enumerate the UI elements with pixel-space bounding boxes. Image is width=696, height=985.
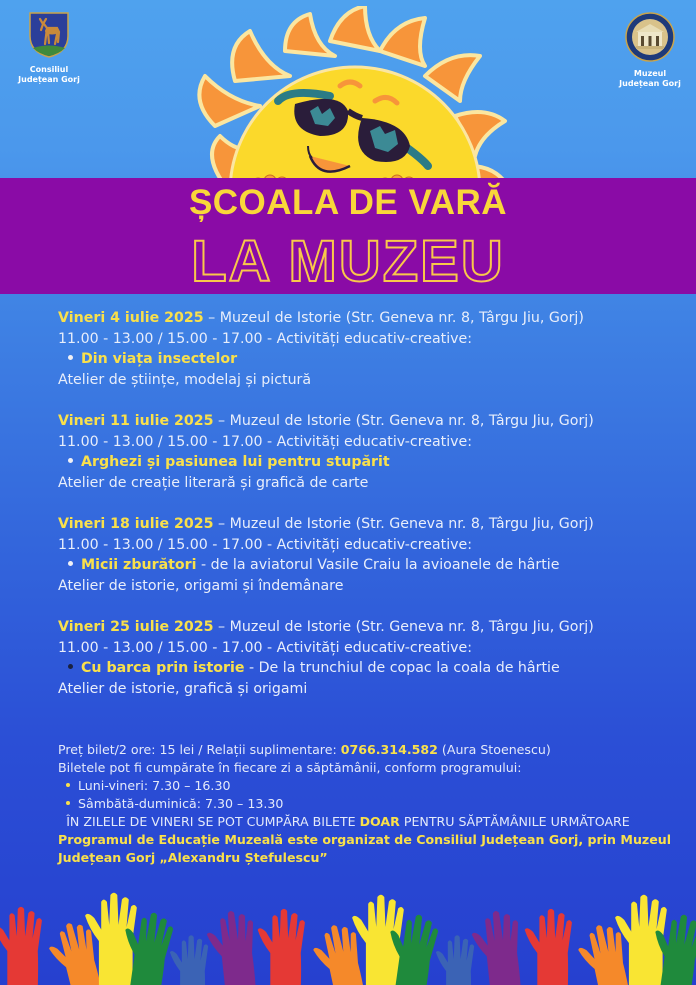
event-date: Vineri 4 iulie 2025 xyxy=(58,310,204,326)
event-date: Vineri 18 iulie 2025 xyxy=(58,516,214,532)
notice-prefix: ÎN ZILELE DE VINERI SE POT CUMPĂRA BILETE xyxy=(66,814,360,829)
event-location: – Muzeul de Istorie (Str. Geneva nr. 8, Târgu Jiu, Gorj) xyxy=(213,516,594,532)
contact-phone: 0766.314.582 xyxy=(340,742,438,757)
event-location: – Muzeul de Istorie (Str. Geneva nr. 8, Târgu Jiu, Gorj) xyxy=(213,413,594,429)
bullet-icon xyxy=(68,561,73,566)
deer-coat-of-arms-icon xyxy=(27,10,71,58)
sun-with-sunglasses-illustration xyxy=(190,6,510,192)
event-activity-detail: - de la aviatorul Vasile Craiu la avioanele de hârtie xyxy=(196,557,560,573)
bullet-icon xyxy=(66,801,70,805)
friday-notice xyxy=(58,813,638,831)
event-date: Vineri 11 iulie 2025 xyxy=(58,413,214,429)
event-schedule: 11.00 - 13.00 / 15.00 - 17.00 - Activități educativ-creative: xyxy=(58,433,473,450)
event-activity: Arghezi și pasiunea lui pentru stupărit xyxy=(81,454,390,470)
county-council-logo xyxy=(18,10,80,85)
bullet-icon xyxy=(68,458,73,463)
event-activity: Micii zburători xyxy=(81,557,197,573)
price-text: Preț bilet/2 ore: 15 lei / Relații suplimentare: xyxy=(58,742,341,757)
event-schedule: 11.00 - 13.00 / 15.00 - 17.00 - Activități educativ-creative: xyxy=(58,536,473,553)
tickets-availability: Biletele pot fi cumpărate în fiecare zi a săptămânii, conform programului: xyxy=(58,760,522,775)
event-workshop: Atelier de istorie, origami și îndemânare xyxy=(58,577,344,594)
notice-suffix: PENTRU SĂPTĂMÂNILE URMĂTOARE xyxy=(399,814,630,829)
hours-weekdays: Luni-vineri: 7.30 – 16.30 xyxy=(78,778,231,793)
organizer-text: Programul de Educație Muzeală este organizat de Consiliul Județean Gorj, prin Muzeul Județean Gorj „Alexandru Ștefulescu” xyxy=(58,832,672,865)
logo-right-line1: Muzeul xyxy=(633,69,667,78)
event-workshop: Atelier de creație literară și grafică de carte xyxy=(58,474,369,491)
hours-weekend: Sâmbătă-duminică: 7.30 – 13.30 xyxy=(78,796,284,811)
contact-name: (Aura Stoenescu) xyxy=(437,742,551,757)
museum-seal-icon xyxy=(625,12,675,62)
event-date: Vineri 25 iulie 2025 xyxy=(58,619,214,635)
bullet-icon xyxy=(68,355,73,360)
ticket-info xyxy=(58,741,678,867)
page-subtitle: LA MUZEU xyxy=(191,229,505,294)
event-item xyxy=(58,411,678,493)
logo-left-line1: Consiliul xyxy=(29,65,69,74)
event-schedule: 11.00 - 13.00 / 15.00 - 17.00 - Activități educativ-creative: xyxy=(58,639,473,656)
event-location: – Muzeul de Istorie (Str. Geneva nr. 8, Târgu Jiu, Gorj) xyxy=(213,619,594,635)
event-activity: Cu barca prin istorie xyxy=(81,660,245,676)
event-workshop: Atelier de istorie, grafică și origami xyxy=(58,680,308,697)
bullet-icon xyxy=(66,783,70,787)
county-museum-logo xyxy=(612,12,688,89)
event-workshop: Atelier de științe, modelaj și pictură xyxy=(58,371,312,388)
event-schedule: 11.00 - 13.00 / 15.00 - 17.00 - Activități educativ-creative: xyxy=(58,330,473,347)
event-item xyxy=(58,308,678,390)
logo-right-line2: Județean Gorj xyxy=(619,79,681,88)
event-activity-detail: - De la trunchiul de copac la coala de hârtie xyxy=(244,660,560,676)
logo-left-line2: Județean Gorj xyxy=(18,75,80,84)
bullet-icon xyxy=(68,664,73,669)
event-item xyxy=(58,514,678,596)
event-location: – Muzeul de Istorie (Str. Geneva nr. 8, Târgu Jiu, Gorj) xyxy=(203,310,584,326)
page-title: ȘCOALA DE VARĂ xyxy=(188,183,508,222)
raised-hands-illustration xyxy=(0,885,696,985)
event-item xyxy=(58,617,678,699)
notice-emphasis: DOAR xyxy=(359,814,400,829)
event-activity: Din viața insectelor xyxy=(81,351,238,367)
events-list xyxy=(58,308,678,720)
